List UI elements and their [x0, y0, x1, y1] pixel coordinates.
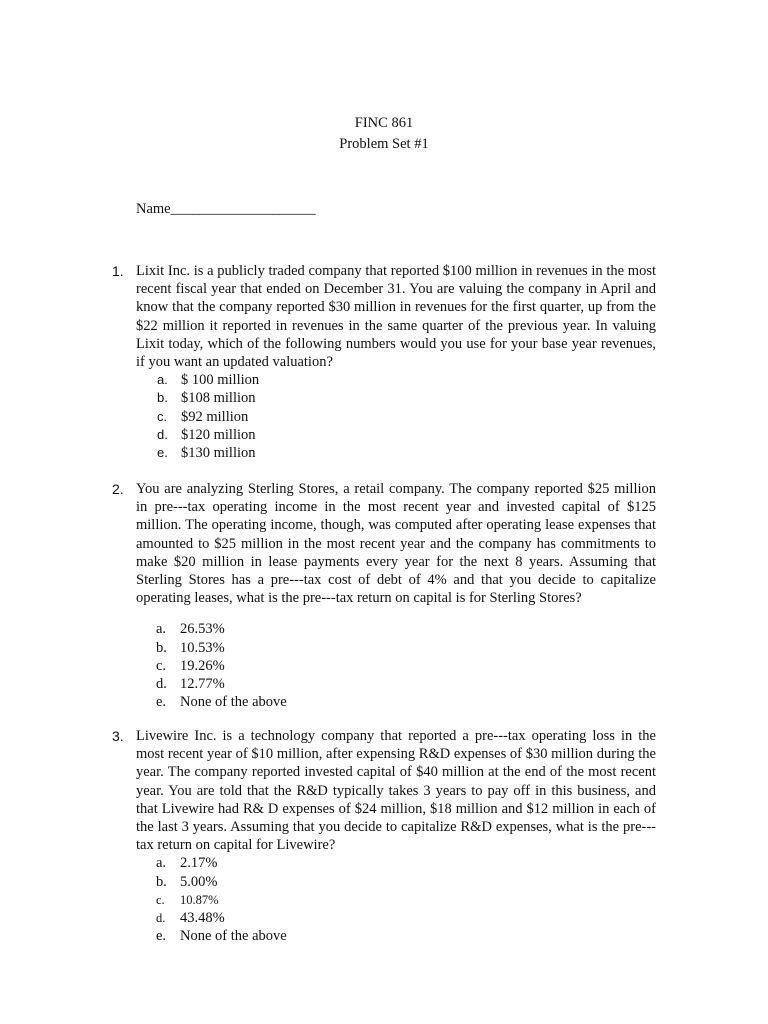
- option-text: $130 million: [181, 444, 256, 461]
- document-title: Problem Set #1: [339, 136, 429, 152]
- course-code: FINC 861: [354, 115, 414, 131]
- option-text: 2.17%: [180, 855, 218, 872]
- answer-option: [136, 693, 656, 711]
- answer-options: [136, 854, 656, 945]
- option-letter: b.: [156, 873, 167, 890]
- option-letter: a.: [156, 855, 167, 872]
- answer-option: [136, 408, 656, 426]
- option-text: 43.48%: [180, 909, 225, 926]
- option-letter: d.: [157, 426, 168, 442]
- question-text: You are analyzing Sterling Stores, a retail company. The company reported $25 million in pre---tax operating income in the most recent year and invested capital of $125 million. The operating income, though, was computed after operating lease expenses that amounted to $25 million in the most recent year and the company has commitments to make $20 million in lease payments every year for the next 8 years. Assuming that Sterling Stores has a pre---tax cost of debt of 4% and that you decide to capitalize operating leases, what is the pre---tax return on capital is for Sterling Stores?: [136, 481, 656, 607]
- name-field: Name____________________: [136, 201, 316, 217]
- option-text: None of the above: [180, 694, 287, 711]
- answer-option: [136, 620, 656, 638]
- option-text: 10.53%: [180, 639, 225, 656]
- answer-option: [136, 854, 656, 872]
- question-3: [112, 727, 656, 945]
- answer-option: [136, 444, 656, 462]
- option-letter: c.: [156, 892, 165, 907]
- answer-option: [136, 873, 656, 891]
- answer-option: [136, 426, 656, 444]
- option-letter: e.: [156, 694, 167, 711]
- option-text: 26.53%: [180, 621, 225, 638]
- answer-option: [136, 371, 656, 389]
- question-number: 2.: [112, 481, 124, 497]
- option-text: 12.77%: [180, 675, 225, 692]
- answer-option: [136, 891, 656, 909]
- option-letter: a.: [157, 372, 168, 388]
- answer-option: [136, 389, 656, 407]
- answer-options: [136, 620, 656, 711]
- option-letter: c.: [157, 408, 168, 424]
- option-letter: b.: [156, 639, 167, 656]
- option-text: $92 million: [181, 408, 249, 425]
- option-text: $108 million: [181, 390, 256, 407]
- option-text: 19.26%: [180, 657, 225, 674]
- question-2: [112, 480, 656, 711]
- question-text: Lixit Inc. is a publicly traded company that reported $100 million in revenues in the most recent fiscal year that ended on December 31. You are valuing the company in April and know that the company reported $30 million in revenues for the first quarter, up from the $22 million it reported in revenues in the same quarter of the previous year. In valuing Lixit today, which of the following numbers would you use for your base year revenues, if you want an updated valuation?: [136, 263, 656, 371]
- answer-options: [136, 371, 656, 462]
- option-letter: e.: [157, 444, 168, 460]
- answer-option: [136, 675, 656, 693]
- option-letter: a.: [156, 621, 167, 638]
- answer-option: [136, 909, 656, 927]
- question-1: [112, 262, 656, 462]
- option-letter: d.: [156, 910, 166, 925]
- option-text: 5.00%: [180, 873, 218, 890]
- option-letter: c.: [156, 657, 167, 674]
- question-text: Livewire Inc. is a technology company that reported a pre---tax operating loss in the most recent year of $10 million, after expensing R&D expenses of $30 million during the year. The company reported invested capital of $40 million at the end of the most recent year. You are told that the R&D typically takes 3 years to pay off in this business, and that Livewire had R& D expenses of $24 million, $18 million and $12 million in each of the last 3 years. Assuming that you decide to capitalize R&D expenses, what is the pre---tax return on capital for Livewire?: [136, 728, 656, 854]
- option-text: None of the above: [180, 928, 287, 945]
- answer-option: [136, 639, 656, 657]
- question-number: 1.: [112, 263, 124, 279]
- option-text: $ 100 million: [181, 372, 260, 389]
- option-letter: e.: [156, 928, 167, 945]
- option-text: $120 million: [181, 426, 256, 443]
- option-letter: d.: [156, 675, 167, 692]
- option-letter: b.: [157, 390, 168, 406]
- option-text: 10.87%: [180, 892, 219, 907]
- answer-option: [136, 657, 656, 675]
- answer-option: [136, 927, 656, 945]
- question-number: 3.: [112, 728, 124, 744]
